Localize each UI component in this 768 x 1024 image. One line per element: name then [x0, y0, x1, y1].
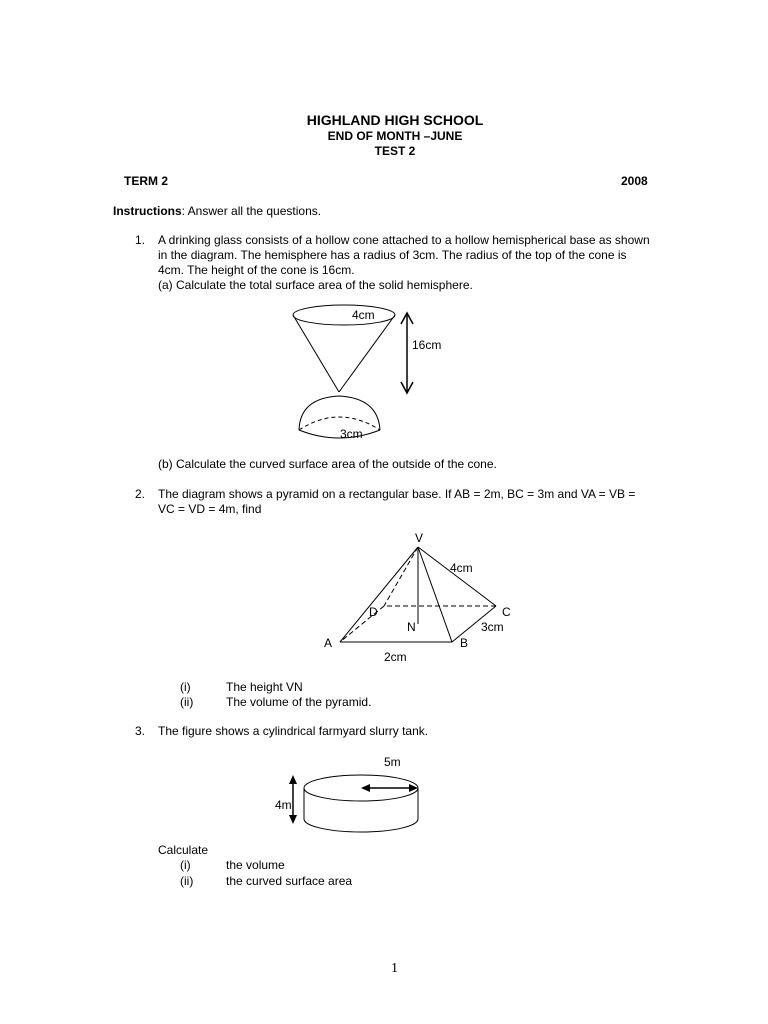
bc-length-label: 3cm: [481, 620, 504, 634]
q2-line: The diagram shows a pyramid on a rectangular base. If AB = 2m, BC = 3m and VA = VB =: [158, 487, 636, 501]
page-number: 1: [391, 961, 398, 976]
q1-part-b: (b) Calculate the curved surface area of the outside of the cone.: [158, 457, 497, 471]
q3-item-text: the volume: [226, 858, 285, 872]
q2-item-number: (ii): [180, 695, 194, 709]
q3-text: The figure shows a cylindrical farmyard slurry tank.: [158, 724, 429, 738]
instructions-text: : Answer all the questions.: [181, 204, 322, 218]
instructions-label: Instructions: [113, 204, 182, 218]
vertex-c-label: C: [502, 605, 511, 619]
cone-height-label: 16cm: [412, 338, 442, 352]
cylinder-bottom-front: [304, 819, 418, 832]
year-label: 2008: [621, 174, 648, 188]
vertex-b-label: B: [460, 636, 469, 650]
height-label: 4m: [275, 798, 292, 812]
q1-line: 4cm. The height of the cone is 16cm.: [158, 263, 355, 277]
q1-number: 1.: [135, 233, 146, 247]
q2-item-number: (i): [180, 680, 191, 694]
edge-length-label: 4cm: [450, 561, 473, 575]
q2-line: VC = VD = 4m, find: [158, 502, 262, 516]
term-label: TERM 2: [124, 174, 169, 188]
vertex-a-label: A: [324, 636, 333, 650]
vertex-d-label: D: [369, 605, 378, 619]
vertex-v-label: V: [415, 531, 424, 545]
q2-number: 2.: [135, 487, 146, 501]
q3-calculate: Calculate: [158, 843, 209, 857]
q2-item-text: The height VN: [226, 680, 303, 694]
school-name: HIGHLAND HIGH SCHOOL: [306, 112, 484, 128]
q3-number: 3.: [135, 724, 146, 738]
hemisphere-radius-label: 3cm: [340, 427, 363, 441]
q1-part-a: (a) Calculate the total surface area of the solid hemisphere.: [158, 278, 473, 292]
q2-item-text: The volume of the pyramid.: [226, 695, 372, 709]
q1-line: A drinking glass consists of a hollow cone attached to a hollow hemispherical base as shown: [158, 233, 650, 247]
q3-item-number: (ii): [180, 874, 194, 888]
q3-item-number: (i): [180, 858, 191, 872]
radius-arrow-left-head: [361, 784, 370, 792]
q3-item-text: the curved surface area: [226, 874, 353, 888]
ab-length-label: 2cm: [384, 650, 407, 664]
height-arrow-top-head: [289, 775, 297, 784]
point-n-label: N: [407, 620, 416, 634]
radius-label: 5m: [384, 755, 401, 769]
q1-line: in the diagram. The hemisphere has a radius of 3cm. The radius of the top of the cone is: [158, 248, 627, 262]
test-name: END OF MONTH –JUNE: [327, 129, 463, 143]
height-arrow-bottom-head: [289, 815, 297, 824]
cone-radius-label: 4cm: [352, 308, 375, 322]
test-number: TEST 2: [374, 144, 416, 158]
